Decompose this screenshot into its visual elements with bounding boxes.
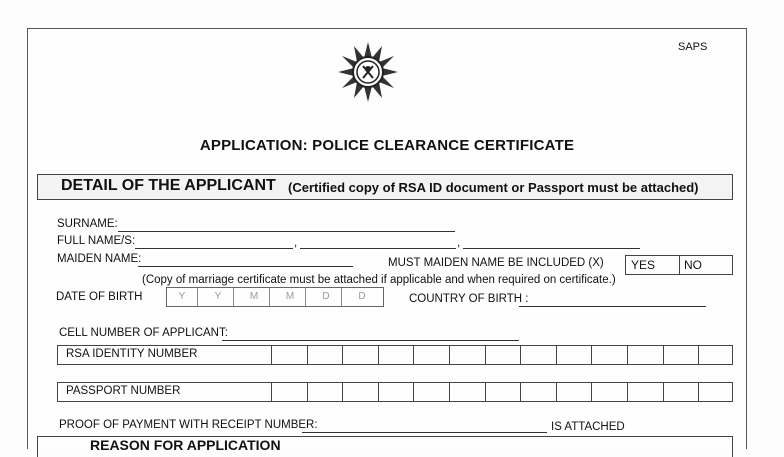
dob-cell[interactable]: M bbox=[239, 288, 270, 306]
surname-field[interactable] bbox=[118, 231, 455, 232]
section-heading: DETAIL OF THE APPLICANT bbox=[61, 177, 276, 194]
saps-star-emblem-icon bbox=[338, 41, 398, 103]
reason-heading: REASON FOR APPLICATION bbox=[90, 437, 281, 453]
reason-section-header bbox=[37, 436, 733, 457]
section-note: (Certified copy of RSA ID document or Passport must be attached) bbox=[288, 180, 699, 195]
full-name-field-3[interactable] bbox=[463, 248, 640, 249]
cell-number-field[interactable] bbox=[222, 340, 519, 341]
dob-cell[interactable]: Y bbox=[203, 288, 234, 306]
country-of-birth-label: COUNTRY OF BIRTH : bbox=[409, 293, 529, 305]
dob-cell[interactable]: M bbox=[275, 288, 306, 306]
dob-cell[interactable]: D bbox=[358, 291, 366, 302]
full-name-field-1[interactable] bbox=[135, 248, 293, 249]
dob-cell[interactable]: D bbox=[311, 288, 342, 306]
passport-label: PASSPORT NUMBER bbox=[66, 385, 181, 397]
comma-separator: , bbox=[294, 237, 298, 249]
proof-payment-label: PROOF OF PAYMENT WITH RECEIPT NUMBER: bbox=[59, 419, 318, 431]
full-names-label: FULL NAME/S: bbox=[57, 235, 136, 247]
marriage-note: (Copy of marriage certificate must be attached if applicable and when required on certificate.) bbox=[142, 274, 616, 286]
full-name-field-2[interactable] bbox=[300, 248, 456, 249]
comma-separator: , bbox=[457, 237, 461, 249]
cell-number-label: CELL NUMBER OF APPLICANT: bbox=[59, 327, 228, 339]
dob-field[interactable] bbox=[166, 287, 384, 307]
yes-option[interactable]: YES bbox=[631, 258, 656, 272]
form-code: SAPS bbox=[678, 41, 708, 53]
passport-grid[interactable] bbox=[57, 382, 733, 402]
applicant-section-header bbox=[37, 174, 733, 200]
maiden-name-label: MAIDEN NAME: bbox=[57, 253, 142, 265]
no-option[interactable]: NO bbox=[684, 258, 702, 272]
application-form bbox=[27, 28, 747, 453]
country-of-birth-field[interactable] bbox=[519, 306, 706, 307]
rsa-id-label: RSA IDENTITY NUMBER bbox=[66, 348, 198, 360]
form-title: APPLICATION: POLICE CLEARANCE CERTIFICATE bbox=[199, 137, 575, 154]
dob-cell[interactable]: Y bbox=[167, 288, 198, 306]
receipt-number-field[interactable] bbox=[302, 432, 547, 433]
dob-label: DATE OF BIRTH bbox=[56, 291, 143, 303]
rsa-id-grid[interactable] bbox=[57, 345, 733, 365]
surname-label: SURNAME: bbox=[57, 218, 118, 230]
is-attached-label: IS ATTACHED bbox=[551, 421, 625, 433]
maiden-yes-no bbox=[625, 255, 733, 275]
maiden-name-field[interactable] bbox=[138, 266, 353, 267]
must-maiden-label: MUST MAIDEN NAME BE INCLUDED (X) bbox=[388, 257, 604, 269]
